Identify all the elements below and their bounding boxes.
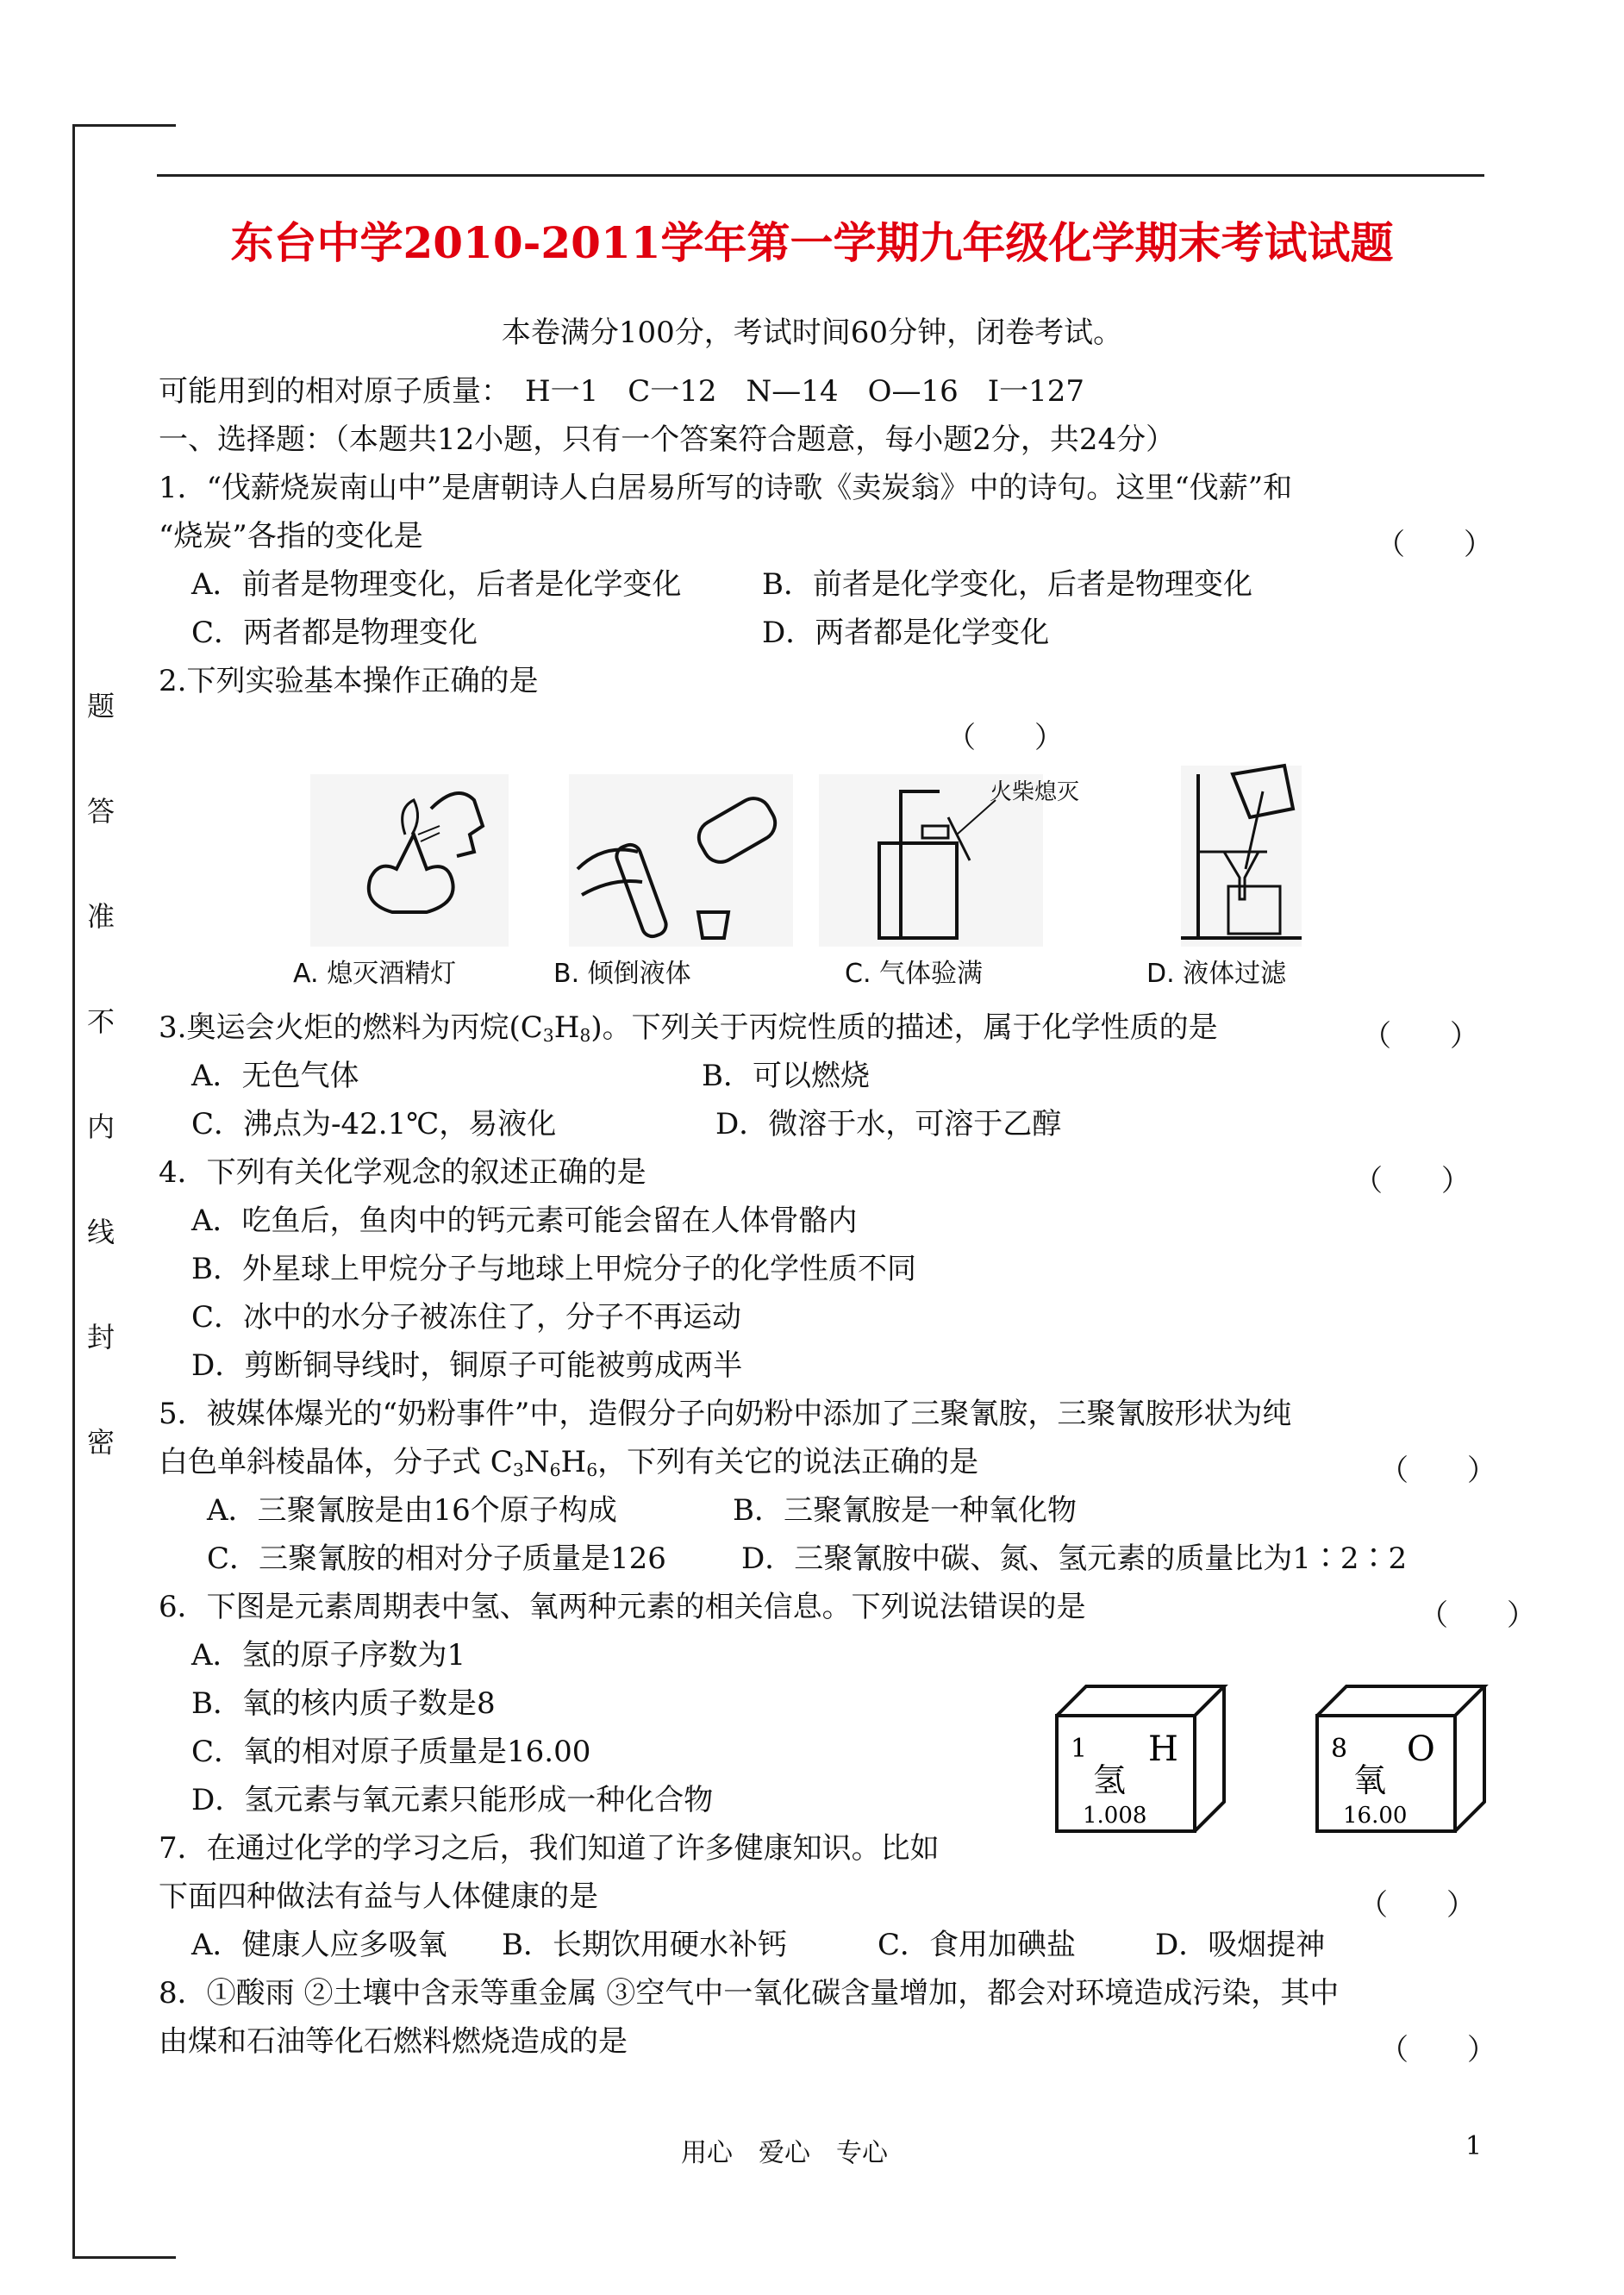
- q1-stem-line2: “烧炭”各指的变化是: [159, 519, 423, 553]
- q5-stem-line2: 白色单斜棱晶体，分子式 $C_3N_6H_6$，下列有关它的说法正确的是: [159, 1445, 979, 1481]
- q1-option-d: D．两者都是化学变化: [762, 616, 1050, 650]
- seal-char: 密: [86, 1426, 115, 1459]
- q1-option-a: A．前者是物理变化，后者是化学变化: [191, 567, 682, 602]
- q7-stem-line2: 下面四种做法有益与人体健康的是: [159, 1879, 598, 1914]
- alcohol-lamp-figure: [310, 774, 509, 947]
- q3-option-a: A．无色气体: [191, 1059, 359, 1093]
- q4-option-b: B．外星球上甲烷分子与地球上甲烷分子的化学性质不同: [191, 1252, 916, 1286]
- q6-option-c: C．氧的相对原子质量是16.00: [191, 1735, 591, 1769]
- q3-stem: 3.奥运会火炬的燃料为丙烷$(C_3H_8)$。下列关于丙烷性质的描述，属于化学性质的是: [159, 1010, 1218, 1047]
- seal-char: 封: [86, 1321, 115, 1354]
- answer-paren: （ ）: [1376, 528, 1493, 562]
- q6-option-b: B．氧的核内质子数是8: [191, 1686, 496, 1721]
- q5-option-d: D．三聚氰胺中碳、氮、氢元素的质量比为1∶2∶2: [741, 1541, 1408, 1576]
- atomic-mass-line: 可能用到的相对原子质量： H一1 C一12 N—14 O—16 I一127: [159, 374, 1085, 409]
- q7-option-c: C．食用加碘盐: [878, 1928, 1077, 1962]
- answer-paren: （ ）: [1359, 1888, 1476, 1923]
- q4-option-a: A．吃鱼后，鱼肉中的钙元素可能会留在人体骨骼内: [191, 1204, 858, 1238]
- q5-option-b: B．三聚氰胺是一种氧化物: [733, 1493, 1077, 1528]
- seal-char: 准: [86, 900, 115, 933]
- q6-option-d: D．氢元素与氧元素只能形成一种化合物: [191, 1783, 714, 1817]
- q4-option-d: D．剪断铜导线时，铜原子可能被剪成两半: [191, 1348, 743, 1383]
- answer-paren: （ ）: [1353, 1164, 1471, 1198]
- h-atomic-number: 1: [1071, 1734, 1088, 1764]
- section-heading: 一、选择题：（本题共12小题，只有一个答案符合题意，每小题2分，共24分）: [159, 422, 1176, 457]
- h-name: 氢: [1093, 1761, 1127, 1799]
- seal-char: 不: [86, 1005, 115, 1038]
- hydrogen-element-cube: [1052, 1681, 1233, 1836]
- pouring-liquid-figure: [569, 774, 793, 947]
- q8-stem-line1: 8．①酸雨 ②土壤中含汞等重金属 ③空气中一氧化碳含量增加，都会对环境造成污染，其中: [159, 1976, 1340, 2010]
- q2-caption-c: C. 气体验满: [845, 959, 984, 989]
- q7-option-d: D．吸烟提神: [1155, 1928, 1326, 1962]
- q2-stem: 2.下列实验基本操作正确的是: [159, 664, 539, 698]
- q6-option-a: A．氢的原子序数为1: [191, 1638, 466, 1673]
- q4-option-c: C．冰中的水分子被冻住了，分子不再运动: [191, 1300, 742, 1335]
- q4-stem: 4．下列有关化学观念的叙述正确的是: [159, 1155, 646, 1190]
- match-label: 火柴熄灭: [990, 779, 1080, 805]
- answer-paren: （ ）: [1419, 1598, 1536, 1633]
- seal-char: 答: [86, 795, 115, 828]
- answer-paren: （ ）: [1379, 2033, 1496, 2067]
- exam-subtitle: 本卷满分100分，考试时间60分钟，闭卷考试。: [501, 316, 1123, 350]
- o-mass: 16.00: [1343, 1803, 1408, 1829]
- oxygen-element-cube: [1312, 1681, 1493, 1836]
- q5-stem-line1: 5．被媒体爆光的“奶粉事件”中，造假分子向奶粉中添加了三聚氰胺，三聚氰胺形状为纯: [159, 1397, 1292, 1431]
- footer-motto: 用心 爱心 专心: [681, 2138, 888, 2168]
- seal-char: 题: [86, 690, 115, 722]
- q1-option-c: C．两者都是物理变化: [191, 616, 478, 650]
- q3-option-d: D．微溶于水，可溶于乙醇: [715, 1107, 1062, 1141]
- page-title: 东台中学2010-2011学年第一学期九年级化学期末考试试题: [230, 217, 1394, 268]
- q7-option-b: B．长期饮用硬水补钙: [502, 1928, 787, 1962]
- q8-stem-line2: 由煤和石油等化石燃料燃烧造成的是: [159, 2024, 628, 2059]
- o-atomic-number: 8: [1331, 1734, 1348, 1764]
- q5-option-c: C．三聚氰胺的相对分子质量是126: [207, 1541, 666, 1576]
- answer-paren: （ ）: [1362, 1019, 1479, 1054]
- q3-option-c: C．沸点为-42.1℃，易液化: [191, 1107, 557, 1141]
- q5-option-a: A．三聚氰胺是由16个原子构成: [207, 1493, 617, 1528]
- q1-option-b: B．前者是化学变化，后者是物理变化: [762, 567, 1252, 602]
- header-rule: [157, 174, 1484, 177]
- q1-stem-line1: 1．“伐薪烧炭南山中”是唐朝诗人白居易所写的诗歌《卖炭翁》中的诗句。这里“伐薪”和: [159, 471, 1293, 505]
- h-mass: 1.008: [1083, 1803, 1147, 1829]
- q3-option-b: B．可以燃烧: [702, 1059, 870, 1093]
- o-name: 氧: [1353, 1761, 1387, 1799]
- answer-paren: （ ）: [946, 721, 1064, 755]
- filtration-figure: [1172, 757, 1310, 947]
- q2-caption-b: B. 倾倒液体: [553, 959, 691, 989]
- o-symbol: O: [1407, 1729, 1435, 1769]
- q7-option-a: A．健康人应多吸氧: [191, 1928, 447, 1962]
- answer-paren: （ ）: [1379, 1454, 1496, 1488]
- q6-stem: 6．下图是元素周期表中氢、氧两种元素的相关信息。下列说法错误的是: [159, 1590, 1086, 1624]
- q2-caption-a: A. 熄灭酒精灯: [293, 959, 457, 989]
- q2-caption-d: D. 液体过滤: [1146, 959, 1287, 989]
- q7-stem-line1: 7．在通过化学的学习之后，我们知道了许多健康知识。比如: [159, 1831, 940, 1866]
- page-number: 1: [1465, 2131, 1483, 2161]
- seal-char: 内: [86, 1110, 115, 1143]
- seal-char: 线: [86, 1216, 115, 1248]
- h-symbol: H: [1148, 1729, 1178, 1769]
